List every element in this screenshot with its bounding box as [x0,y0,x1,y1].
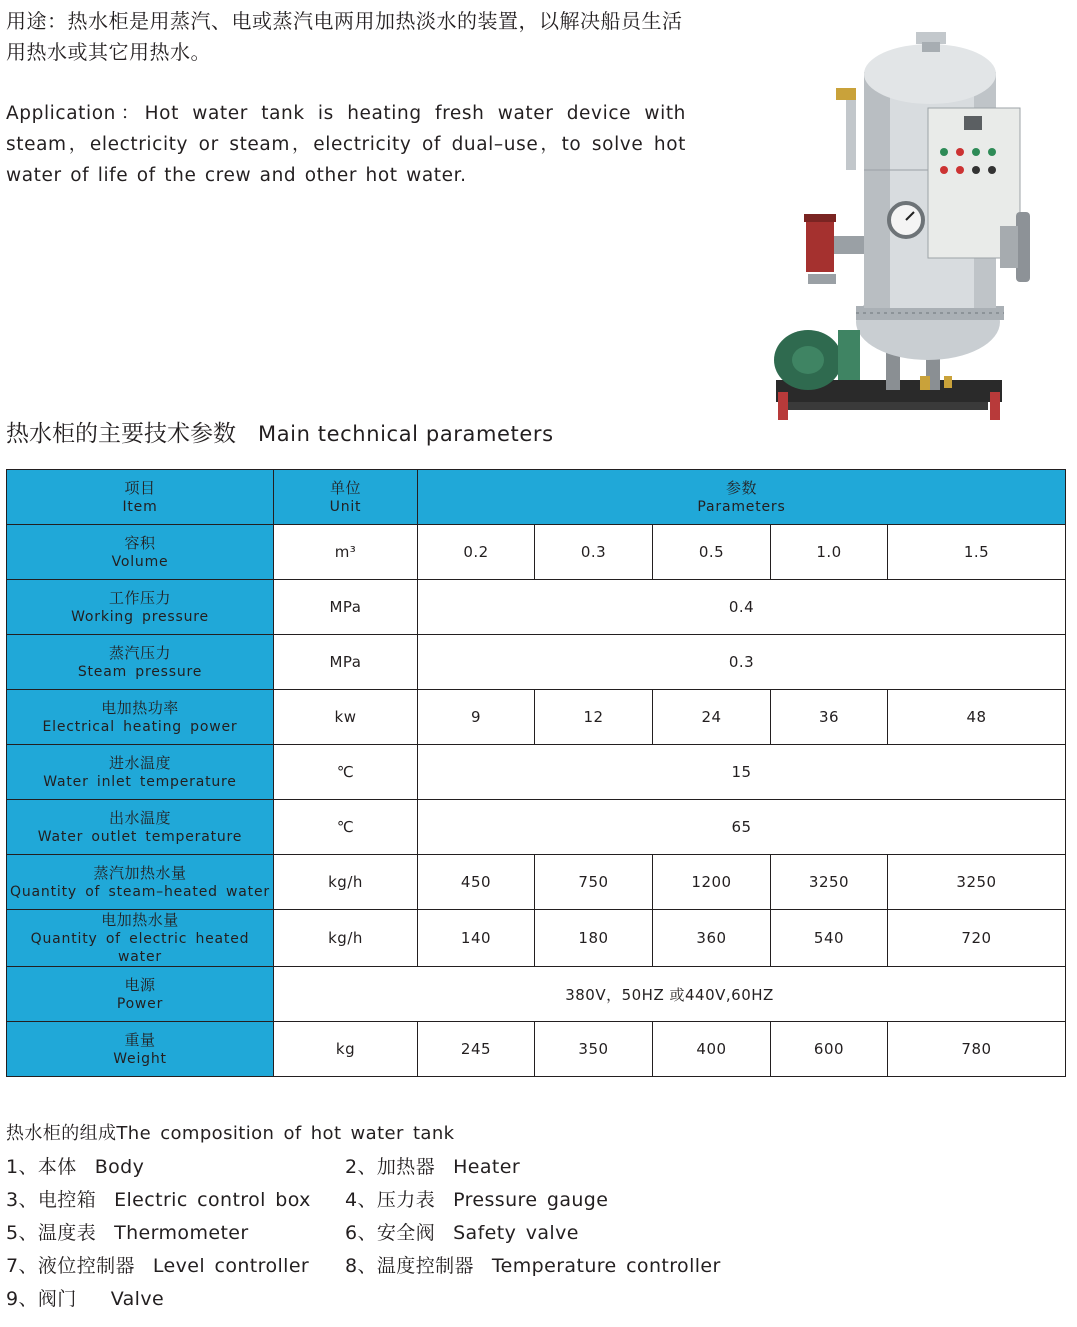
value-cell: 15 [418,745,1066,800]
header-parameters-en: Parameters [697,499,786,515]
unit-cell: ℃ [274,800,418,855]
intro-english: Application：Hot water tank is heating fresh water device with steam，electricity or steam，electricity of dual–use，to solve hot water of life of the crew and other hot water. [6,103,686,186]
value-cell: 3250 [888,855,1066,910]
component-zh: 6、安全阀 [345,1222,436,1244]
row-label-zh: 容积 [124,534,156,552]
composition-title: 热水柜的组成The composition of hot water tank [6,1123,455,1144]
table-row [7,525,1066,580]
value-cell: 245 [418,1022,535,1077]
table-row [7,967,1066,1022]
row-label-zh: 蒸汽加热水量 [93,864,187,882]
row-label-zh: 蒸汽压力 [108,644,171,662]
row-label-en: Water outlet temperature [37,829,243,845]
row-label [7,745,274,800]
value-cell: 450 [418,855,535,910]
value-cell: 380V，50HZ 或440V,60HZ [274,967,1066,1022]
header-unit-en: Unit [329,499,362,515]
row-label-en: Weight [113,1051,167,1067]
list-item [6,1186,311,1214]
hot-water-tank-photo [768,30,1030,422]
row-label-en: Steam pressure [77,664,203,680]
value-cell: 1.5 [888,525,1066,580]
unit-cell: kg/h [274,855,418,910]
row-label [7,525,274,580]
technical-parameters-table [6,469,1066,1077]
list-item [6,1252,309,1280]
component-en: Thermometer [114,1222,249,1244]
value-cell: 0.4 [418,580,1066,635]
table-row [7,690,1066,745]
value-cell: 360 [653,910,771,967]
row-label [7,855,274,910]
table-row [7,855,1066,910]
section-title-zh: 热水柜的主要技术参数 [6,421,236,447]
table-row [7,800,1066,855]
value-cell: 3250 [771,855,888,910]
value-cell: 750 [535,855,653,910]
header-parameters-zh: 参数 [725,479,757,497]
row-label [7,580,274,635]
value-cell: 48 [888,690,1066,745]
header-item [7,470,274,525]
intro-chinese: 用途：热水柜是用蒸汽、电或蒸汽电两用加热淡水的装置，以解决船员生活用热水或其它用热水。 [6,9,683,64]
row-label-en: Quantity of electric heated water [30,931,250,965]
value-cell: 350 [535,1022,653,1077]
table-row [7,580,1066,635]
component-zh: 7、液位控制器 [6,1255,135,1277]
value-cell: 780 [888,1022,1066,1077]
component-en: Heater [453,1156,521,1178]
header-unit-zh: 单位 [329,479,361,497]
component-en: Body [94,1156,145,1178]
unit-cell: kg [274,1022,418,1077]
unit-cell: MPa [274,635,418,690]
component-en: Temperature controller [491,1255,721,1277]
unit-cell: kw [274,690,418,745]
table-row [7,1022,1066,1077]
value-cell: 1.0 [771,525,888,580]
value-cell: 140 [418,910,535,967]
unit-cell: ℃ [274,745,418,800]
value-cell: 540 [771,910,888,967]
row-label-zh: 电源 [124,976,156,994]
section-title [6,416,554,452]
row-label [7,690,274,745]
unit-cell: kg/h [274,910,418,967]
value-cell: 12 [535,690,653,745]
row-label-zh: 出水温度 [108,809,171,827]
value-cell: 400 [653,1022,771,1077]
value-cell: 0.2 [418,525,535,580]
list-item [6,1153,144,1181]
component-zh: 4、压力表 [345,1189,436,1211]
row-label-en: Water inlet temperature [43,774,237,790]
row-label [7,910,274,967]
header-item-en: Item [122,499,158,515]
list-item [345,1153,520,1181]
header-parameters [418,470,1066,525]
component-zh: 5、温度表 [6,1222,97,1244]
row-label-zh: 电加热水量 [101,911,179,929]
row-label-zh: 电加热功率 [101,699,179,717]
row-label-en: Working pressure [71,609,209,625]
table-row [7,745,1066,800]
component-zh: 3、电控箱 [6,1189,97,1211]
value-cell: 720 [888,910,1066,967]
component-en: Pressure gauge [453,1189,609,1211]
unit-cell: MPa [274,580,418,635]
row-label-en: Volume [111,554,169,570]
row-label-en: Power [116,996,164,1012]
table-row [7,635,1066,690]
component-zh: 2、加热器 [345,1156,436,1178]
value-cell: 0.5 [653,525,771,580]
value-cell: 24 [653,690,771,745]
value-cell: 600 [771,1022,888,1077]
value-cell: 0.3 [535,525,653,580]
list-item [345,1252,721,1280]
list-item [345,1186,608,1214]
value-cell: 36 [771,690,888,745]
row-label-zh: 工作压力 [108,589,171,607]
component-en: Electric control box [114,1189,311,1211]
row-label-zh: 重量 [124,1031,156,1049]
list-item [6,1219,249,1247]
row-label-en: Quantity of steam–heated water [10,884,270,900]
value-cell: 0.3 [418,635,1066,690]
component-zh: 8、温度控制器 [345,1255,474,1277]
value-cell: 65 [418,800,1066,855]
component-zh: 1、本体 [6,1156,77,1178]
component-en: Level controller [152,1255,310,1277]
component-en: Valve [110,1288,165,1310]
row-label [7,635,274,690]
row-label-zh: 进水温度 [108,754,171,772]
list-item [6,1285,164,1313]
row-label-en: Electrical heating power [42,719,238,735]
list-item [345,1219,579,1247]
header-item-zh: 项目 [124,479,156,497]
header-unit [274,470,418,525]
value-cell: 9 [418,690,535,745]
value-cell: 1200 [653,855,771,910]
row-label [7,967,274,1022]
section-title-en: Main technical parameters [258,422,554,446]
value-cell: 180 [535,910,653,967]
component-zh: 9、阀门 [6,1288,77,1310]
unit-cell: m³ [274,525,418,580]
component-en: Safety valve [453,1222,579,1244]
row-label [7,1022,274,1077]
table-row [7,910,1066,967]
row-label [7,800,274,855]
table-header-row [7,470,1066,525]
